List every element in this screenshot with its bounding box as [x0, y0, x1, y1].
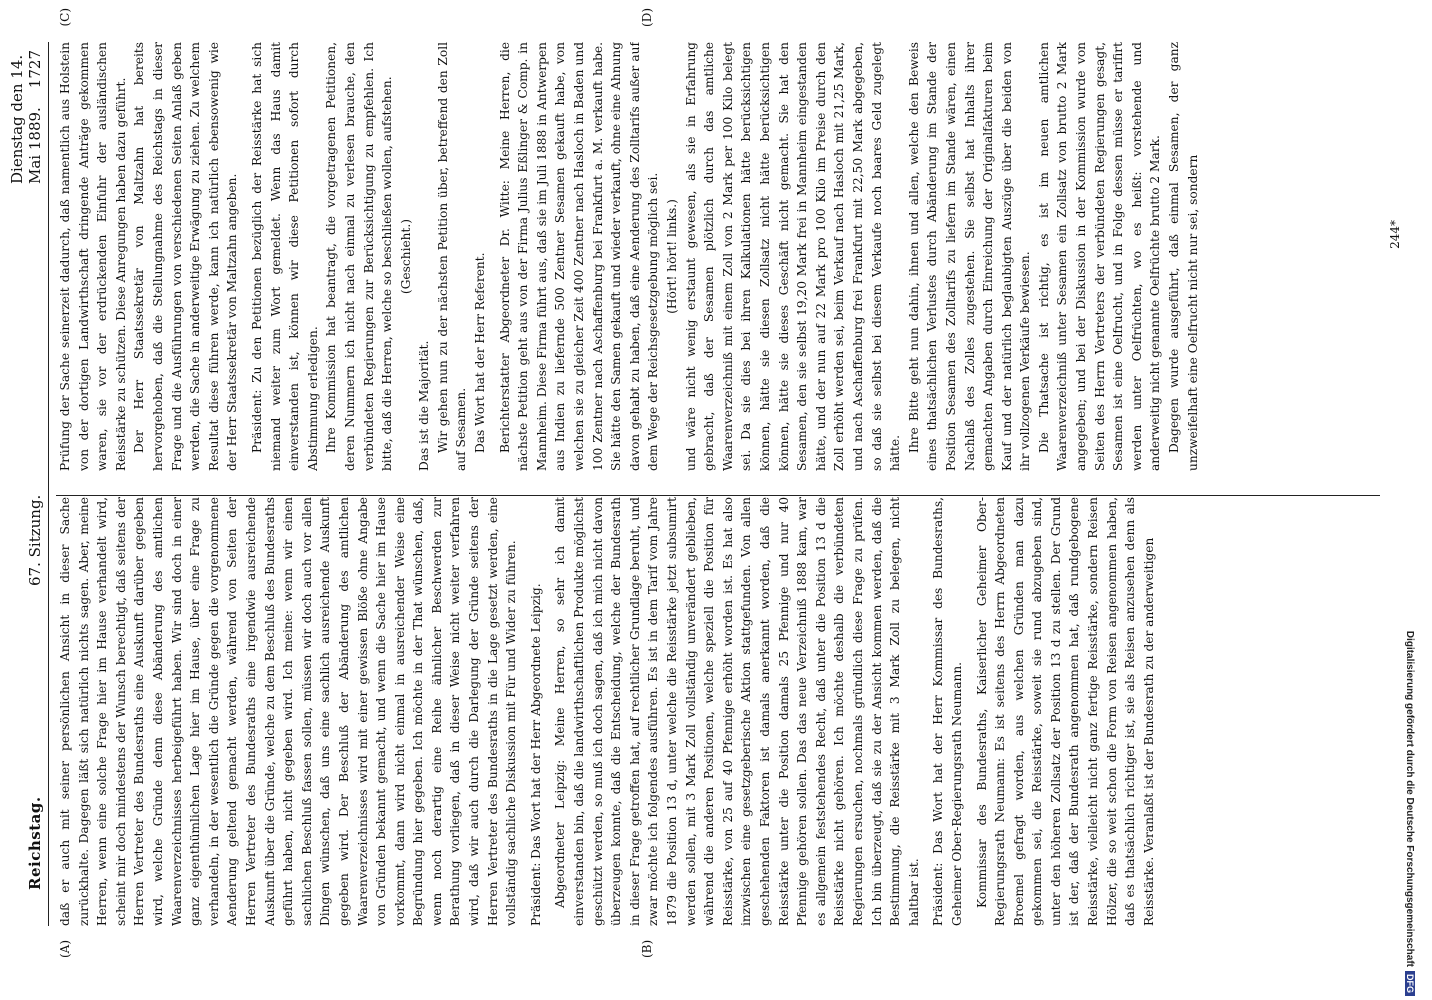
paragraph-speech: Kommissar des Bundesraths, Kaiserlicher Geheimer Ober-Regierungsrath Neumann: Es ist seitens des Herrn Abgeordneten Broemel gefragt worden, aus welchen Gründen man dazu gekommen sei, die Reisstärke, soweit sie rund abzugeben sind, unter den höheren Zollsatz der Position 13 d zu stellen. Der Grund ist der, daß der Bundesrath angenommen hat, daß rundgebogene Reisstärke, vielleicht nicht ganz fertige Reisstärke, sondern Reisen Hölzer, die so weit schon die Form von Reisen angenommen haben, daß es thatsächlich richtiger ist, sie als Reisen anzusehen denn als Reisstärke. Veranlaßt ist der Bundesrath zu der anderweitigen [974, 497, 1156, 926]
paragraph: Ihre Kommission hat beantragt, die vorgetragenen Petitionen, deren Nummern ich nicht nach einmal zu verlesen brauche, den verbündeten Regierungen zur Berücksichtigung zu empfehlen. Ich bitte, daß die Herren, welche so beschließen wollen, aufstehen. [324, 42, 395, 471]
paragraph-president: Präsident: Das Wort hat der Herr Kommissar des Bundesraths, Geheimer Ober-Regierungsrath Neumann. [931, 497, 964, 926]
paragraph: Wir gehen nun zu der nächsten Petition über, betreffend den Zoll auf Sesamen. [435, 42, 469, 471]
header-date: Dienstag den 14. Mai 1889. [8, 54, 44, 184]
paragraph: Das ist die Majorität. [417, 340, 432, 471]
header-publication: Reichstag. [26, 796, 44, 890]
margin-mark-c: (C) [58, 8, 72, 27]
dfg-logo: DFG [1405, 971, 1415, 996]
interjection: (Hört! hört! links.) [665, 199, 679, 314]
interjection: (Geschieht.) [398, 218, 413, 295]
margin-mark-a: (A) [58, 939, 72, 958]
text-columns [56, 42, 1380, 926]
header-session: 67. Sitzung. [26, 494, 44, 586]
left-column [56, 497, 1380, 926]
paragraph: Dagegen wurde ausgeführt, daß einmal Sesamen, der ganz unzweifelhaft eine Oelfrucht nicht nur sei, sondern [1167, 42, 1200, 471]
credit-text: Digitalisierung gefördert durch die Deutsche Forschungsgemeinschaft [1404, 630, 1415, 967]
header-page-number: 1727 [26, 50, 44, 89]
right-column [56, 42, 1380, 471]
paragraph-president: Präsident: Zu den Petitionen bezüglich der Reisstärke hat sich niemand weiter zum Wort gemeldet. Wenn das Haus damit einverstanden ist, können wir diese Petitionen sofort durch Abstimmung erledigen. [249, 42, 320, 471]
signature-mark: 244* [1388, 220, 1402, 249]
paragraph-president: Präsident: Das Wort hat der Herr Abgeordnete Leipzig. [528, 583, 543, 926]
paragraph: und wäre nicht wenig erstaunt gewesen, als sie in Erfahrung gebracht, daß der Sesamen plötzlich durch das amtliche Waarenverzeichniß mit einem Zoll von 2 Mark per 100 Kilo belegt sei. Da sie dies bei ihren Kalkulationen hätte berücksichtigen können, hätte sie diesen Zollsatz nicht hätte berücksichtigen können, hätte sie dieses Geschäft nicht gemacht. Sie hat den Sesamen, den sie selbst 19,20 Mark frei in Mannheim eingestanden hätte, und der nun auf 22 Mark pro 100 Kilo im Preise durch den Zoll erhöht werden sei, beim Verkauf nach Hasloch mit 21,25 Mark, und nach Aschaffenburg frei Frankfurt mit 22,50 Mark abgegeben, so daß sie selbst bei diesem Verkaufe noch baares Geld zugelegt hätte. [683, 42, 903, 471]
digitization-credit [1401, 6, 1415, 996]
paragraph-speech: Berichterstatter Abgeordneter Dr. Witte: Meine Herren, die nächste Petition geht aus von der Firma Julius Eßlinger & Comp. in Mannheim. Diese Firma führt aus, daß sie im Juli 1888 in Antwerpen aus Indien zu liefernde 500 Zentner Sesamen gekauft habe, von welchen sie zu gleicher Zeit 400 Zentner nach Hasloch in Baden und 100 Zentner nach Aschaffenburg bei Frankfurt a. M. verkauft habe. Sie hätte den Samen gekauft und wieder verkauft, ohne eine Ahnung davon gehabt zu haben, daß eine Aenderung des Zolltarifs außer auf dem Wege der Reichsgesetzgebung möglich sei. [497, 42, 661, 471]
paragraph: Das Wort hat der Herr Referent. [473, 252, 488, 453]
paragraph-speech: Abgeordneter Leipzig: Meine Herren, so sehr ich damit einverstanden bin, daß die landwirthschaftlichen Produkte möglichst geschützt werden, so muß ich doch sagen, daß ich mich nicht davon überzeugen konnte, daß die Entscheidung, welche der Bundesrath in dieser Frage getroffen hat, auf rechtlicher Grundlage beruht, und zwar möchte ich folgendes ausführen. Es ist in dem Tarif vom Jahre 1879 die Position 13 d, unter welche die Reisstärke jetzt subsumirt werden sollen, mit 3 Mark Zoll vollständig unverändert geblieben, während die anderen Positionen, welche speziell die Position für Reisstärke, von 25 auf 40 Pfennige erhöht worden ist. Es hat also inzwischen eine gesetzgeberische Aktion stattgefunden. Von allen geschehenden Faktoren ist damals anerkannt worden, daß die Reisstärke unter die Position damals 25 Pfennige und nur 40 Pfennige gehören sollen. Das das neue Verzeichniß 1888 kam, war es allgemein feststehendes Recht, daß unter die Position 13 d die Reisstärke nicht gehören. Ich möchte deshalb die verbündeten Regierungen ersuchen, nochmals gründlich diese Frage zu prüfen. Ich bin überzeugt, daß sie zu der Ansicht kommen werden, daß die Bestimmung, die Reisstärke mit 3 Mark Zoll zu belegen, nicht haltbar ist. [553, 497, 921, 926]
margin-mark-d: (D) [640, 8, 654, 27]
page-header [8, 42, 49, 926]
paragraph: Der Herr Staatssekretär von Maltzahn hat bereits hervorgehoben, daß die Stellungnahme des Reichstags in dieser Frage und die Ausführungen von verschiedenen Seiten Anlaß geben werden, die Sache in anderweitige Erwägung zu ziehen. Zu welchem Resultat diese führen werde, kann ich natürlich ebensowenig wie der Herr Staatssekretär von Maltzahn angeben. [132, 42, 240, 471]
margin-mark-b: (B) [640, 939, 654, 958]
paragraph: daß er auch mit seiner persönlichen Ansicht in dieser Sache zurückhalte. Dagegen läßt sich natürlich nichts sagen. Aber, meine Herren, wenn eine solche Frage hier im Hause verhandelt wird, scheint mir doch mindestens der Wunsch berechtigt, daß seitens der Herren Vertreter des Bundesraths eine Auskunft darüber gegeben wird, welche Gründe denn diese Abänderung des amtlichen Waarenverzeichnisses herbeigeführt haben. Wir sind doch in einer ganz eigenthümlichen Lage hier im Hause, über eine Frage zu verhandeln, in der wesentlich die Gründe gegen die vorgenommene Aenderung geltend gemacht werden, während von Seiten der Herren Vertreter des Bundesraths eine irgendwie ausreichende Auskunft über die Gründe, welche zu dem Beschluß des Bundesraths geführt haben, nicht gegeben wird. Ich meine: wenn wir einen sachlichen Beschluß fassen sollen, müssen wir doch auch vor allen Dingen wünschen, daß uns eine sachlich ausreichende Auskunft gegeben wird. Der Beschluß der Abänderung des amtlichen Waarenverzeichnisses wird mit einer gewissen Blöße ohne Angabe von Gründen bekannt gemacht, und wenn die Sache hier im Hause vorkommt, dann wird nicht einmal in ausreichender Weise eine Begründung hier gegeben. Ich möchte in der That wünschen, daß, wenn noch derartig eine Reihe ähnlicher Beschwerden zur Berathung vorliegen, daß in dieser Weise nicht weiter verfahren wird, daß wir auch durch die Darlegung der Gründe seitens der Herren Vertreter des Bundesraths in die Lage gesetzt werden, eine vollständig sachliche Diskussion mit Für und Wider zu führen. [58, 497, 519, 926]
paragraph: Die Thatsache ist richtig, es ist im neuen amtlichen Waarenverzeichniß unter Sesamen ein Zollsatz von brutto 2 Mark angegeben; und bei der Diskussion in der Kommission wurde von Seiten des Herrn Vertreters der verbündeten Regierungen gesagt, Sesamen ist eine Oelfrucht, und in Folge dessen müsse er tarifirt werden unter Oelfrüchten, wo es heißt: vorstehende und anderweitig nicht genannte Oelfrüchte brutto 2 Mark. [1036, 42, 1163, 471]
paragraph: Prüfung der Sache seinerzeit dadurch, daß namentlich aus Holstein von der dortigen Landwirthschaft dringende Anträge gekommen waren, sie vor der erdrückenden Einfuhr der ausländischen Reisstärke zu schützen. Diese Anregungen haben dazu geführt. [58, 42, 128, 471]
paragraph: Ihre Bitte geht nun dahin, ihnen und allen, welche den Beweis eines thatsächlichen Verlustes durch Abänderung im Stande der Position Sesamen des Zolltarifs zu liefern im Stande wären, einen Nachlaß des Zolles zugestehen. Sie selbst hat Inhalts ihrer gemachten Angaben durch Einreichung der Originalfakturen beim Kauf und der natürlich beglaubigten Auszüge über die beiden von ihr vollzogenen Verkäufe bewiesen. [906, 42, 1033, 471]
